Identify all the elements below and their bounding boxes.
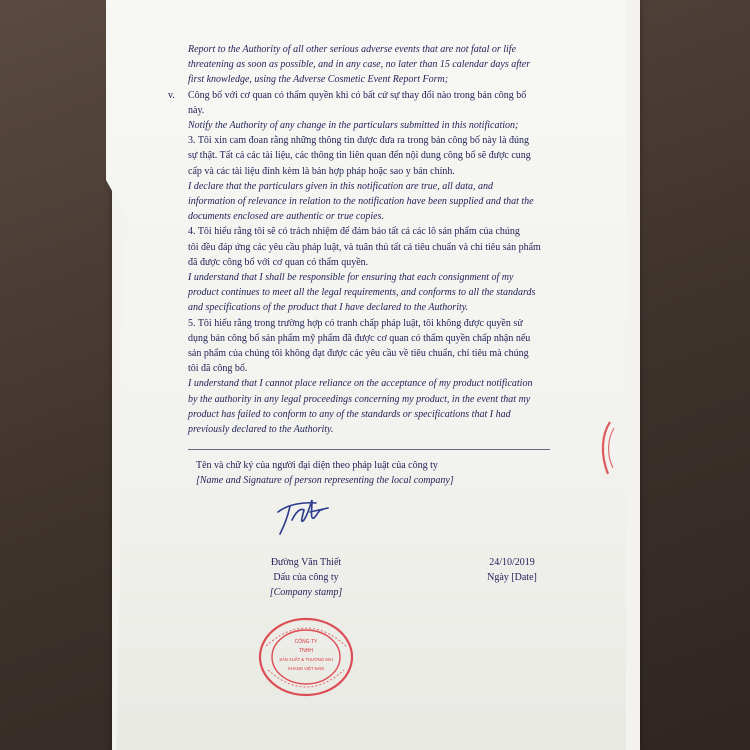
- text-line: 4. Tôi hiểu rằng tôi sẽ có trách nhiệm để đảm bảo tất cả các lô sản phẩm của chúng: [188, 226, 520, 238]
- signature-label: [196, 458, 454, 488]
- paragraph-intro: [188, 42, 600, 88]
- stamp-edge-fragment: [586, 420, 616, 481]
- signature-label-en: [Name and Signature of person representing the local company]: [196, 475, 454, 486]
- text-line: product continues to meet all the legal requirements, and conforms to all the standards: [188, 287, 536, 299]
- item-v: [168, 88, 600, 134]
- text-line: documents enclosed are authentic or true copies.: [188, 211, 384, 223]
- item-4: [188, 224, 600, 315]
- signer-block: [254, 555, 358, 600]
- text-line: tôi đều đáp ứng các yêu cầu pháp luật, và tuân thủ tất cả tiêu chuẩn và chỉ tiêu sản phẩm: [188, 241, 541, 253]
- stamp-line: KHANG VIỆT NAM: [288, 666, 324, 671]
- text-line: sản phẩm của chúng tôi không đạt được các yêu cầu về tiêu chuẩn, chỉ tiêu mà chúng: [188, 348, 529, 360]
- text-line: previously declared to the Authority.: [188, 424, 334, 436]
- text-line: cấp và các tài liệu đính kèm là bản hợp pháp hoặc sao y bản chính.: [188, 165, 455, 177]
- text-line: tôi đã công bố.: [188, 363, 248, 375]
- text-line: dụng bản công bố sản phẩm mỹ phẩm đã được cơ quan có thẩm quyền chấp nhận nếu: [188, 332, 531, 344]
- date-block: [470, 555, 554, 585]
- stamp-line: TNHH: [299, 648, 313, 654]
- text-line: 5. Tôi hiểu rằng trong trường hợp có tranh chấp pháp luật, tôi không được quyền sử: [188, 317, 523, 329]
- text-line: by the authority in any legal proceedings concerning my product, in the event that my: [188, 393, 531, 405]
- date-value: 24/10/2019: [489, 557, 535, 568]
- text-line: threatening as soon as possible, and in any case, no later than 15 calendar days after: [188, 59, 531, 71]
- handwritten-signature: [270, 490, 350, 545]
- stamp-label-vi: Dấu của công ty: [273, 572, 339, 583]
- signature-divider: [188, 449, 550, 450]
- stamp-line: SẢN XUẤT & THƯƠNG MẠI: [279, 657, 333, 662]
- text-line: Notify the Authority of any change in the particulars submitted in this notification;: [188, 120, 519, 132]
- text-line: 3. Tôi xin cam đoan rằng những thông tin được đưa ra trong bản công bố này là đúng: [188, 135, 530, 147]
- text-line: Report to the Authority of all other serious adverse events that are not fatal or life: [188, 44, 517, 55]
- text-line: I declare that the particulars given in this notification are true, all data, and: [188, 180, 494, 192]
- text-line: này.: [188, 104, 205, 116]
- text-line: product has failed to conform to any of the standards or specifications that I had: [188, 408, 511, 420]
- text-line: đã được công bố với cơ quan có thẩm quyền.: [188, 256, 369, 268]
- text-line: sự thật. Tất cả các tài liệu, các thông tin liên quan đến nội dung công bố sẽ được cung: [188, 150, 531, 162]
- text-line: I understand that I shall be responsible for ensuring that each consignment of my: [188, 272, 514, 284]
- signature-label-vi: Tên và chữ ký của người đại diện theo pháp luật của công ty: [196, 460, 438, 471]
- item-v-marker: v.: [168, 89, 175, 101]
- text-line: I understand that I cannot place reliance on the acceptance of my product notification: [188, 378, 533, 390]
- document-body: [168, 42, 600, 437]
- date-label: Ngày [Date]: [487, 572, 537, 583]
- company-stamp: [256, 616, 356, 698]
- text-line: first knowledge, using the Adverse Cosmetic Event Report Form;: [188, 74, 449, 86]
- item-5: [188, 316, 600, 438]
- text-line: Công bố với cơ quan có thẩm quyền khi có bất cứ sự thay đổi nào trong bản công bố: [188, 89, 527, 101]
- stamp-label-en: [Company stamp]: [269, 587, 343, 598]
- text-line: and specifications of the product that I have declared to the Authority.: [188, 302, 469, 314]
- signer-name: Đường Văn Thiết: [270, 557, 342, 568]
- item-3: [188, 133, 600, 224]
- text-line: information of relevance in relation to the notification have been supplied and that the: [188, 196, 534, 208]
- stamp-line: CÔNG TY: [294, 639, 318, 645]
